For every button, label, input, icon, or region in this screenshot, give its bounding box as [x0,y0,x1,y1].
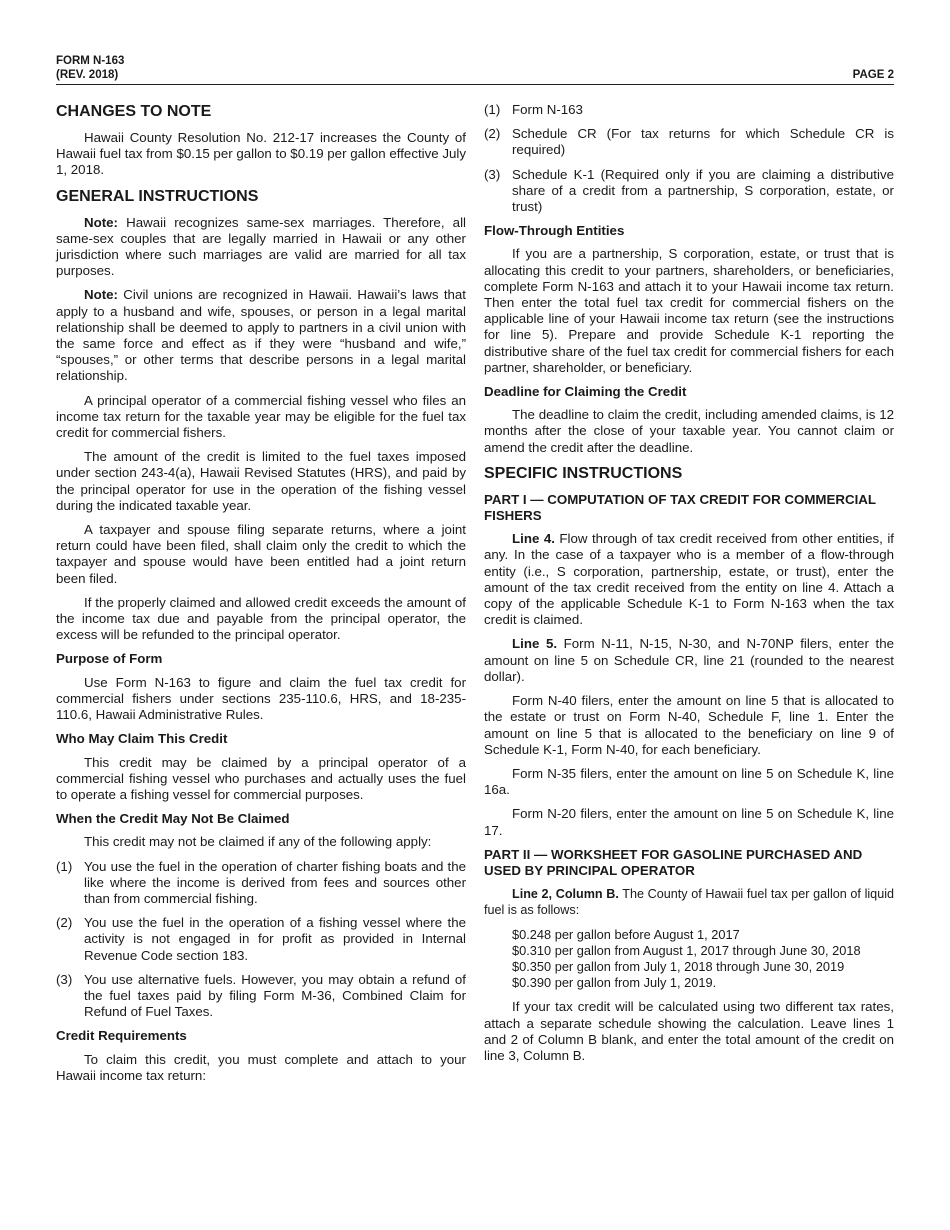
general-instructions-heading: GENERAL INSTRUCTIONS [56,187,259,205]
note-same-sex-paragraph [56,215,466,280]
form-revision: (REV. 2018) [56,69,119,81]
note-text: Civil unions are recognized in Hawaii. Hawaii’s laws that apply to a husband and wife, spouses, or person in a legal marital relationship shall be deemed to apply to partners in a civil union with the same force and effect as if they were “husband and wife,” “spouses,” or other terms that describe persons in a legal marital relationship. [56,287,466,384]
who-may-claim-paragraph: This credit may be claimed by a principal operator of a commercial fishing vessel who purchases and actually uses the fuel to operate a fishing vessel for commercial purposes. [56,754,466,802]
list-item [56,915,466,964]
purpose-paragraph: Use Form N-163 to figure and claim the fuel tax credit for commercial fishers under sections 235-110.6, HRS, and 18-235-110.6, Hawaii Administrative Rules. [56,674,466,723]
note-label: Note: [84,287,118,303]
n35-paragraph: Form N-35 filers, enter the amount on line 5 on Schedule K, line 16a. [484,765,894,798]
list-item-number: (1) [56,858,73,874]
line-2-paragraph [484,886,894,918]
deadline-paragraph: The deadline to claim the credit, including amended claims, is 12 months after the close of your taxable year. You cannot claim or amend the credit after the deadline. [484,407,894,455]
note-civil-union-paragraph [56,287,466,384]
list-item-number: (1) [484,102,501,117]
flow-through-paragraph: If you are a partnership, S corporation, estate, or trust that is allocating this credit to your partners, shareholders, or beneficiaries, complete Form N-163 and attach it to your Hawaii income tax return. Then enter the total fuel tax credit for commercial fishers on the applicable line of your Hawaii income tax return (see the instructions for line 5). Prepare and provide Schedule K-1 reporting the distributive share of the fuel tax credit for commercial fishers for each partner, shareholder, or beneficiary. [484,246,894,375]
line-5-text: Form N-11, N-15, N-30, and N-70NP filers, enter the amount on line 5 on Schedule CR, line 21 (rounded to the nearest dollar). [484,636,894,684]
changes-heading: CHANGES TO NOTE [56,103,212,120]
list-item [56,972,466,1021]
when-not-claimed-paragraph: This credit may not be claimed if any of the following apply: [84,834,432,850]
line-5-label: Line 5. [512,636,558,652]
right-column [484,102,894,1072]
line-4-paragraph [484,531,894,628]
list-item-number: (3) [484,166,501,182]
credit-requirements-paragraph: To claim this credit, you must complete and attach to your Hawaii income tax return: [56,1051,466,1083]
list-item-text: Schedule CR (For tax returns for which Schedule CR is required) [512,126,894,158]
page-number: PAGE 2 [852,69,894,81]
header-rule [56,84,894,85]
fuel-tax-rates [512,927,894,992]
list-item-text: You use alternative fuels. However, you may obtain a refund of the fuel taxes paid by filing Form M-36, Combined Claim for Refund of Fuel Taxes. [84,971,466,1020]
form-number: FORM N-163 [56,55,125,67]
flow-through-heading: Flow-Through Entities [484,223,625,239]
rate-line: $0.310 per gallon from August 1, 2017 through June 30, 2018 [512,942,861,958]
list-item [484,126,894,158]
refund-paragraph: If the properly claimed and allowed credit exceeds the amount of the income tax due and payable from the principal operator, the excess will be refunded to the principal operator. [56,594,466,643]
n20-paragraph: Form N-20 filers, enter the amount on line 5 on Schedule K, line 17. [484,806,894,838]
list-item-text: You use the fuel in the operation of a fishing vessel where the activity is not engaged in for profit as provided in Internal Revenue Code section 183. [84,915,466,963]
list-item-number: (2) [484,126,501,142]
left-column [56,102,466,1092]
list-item-number: (3) [56,971,73,987]
credit-requirements-heading: Credit Requirements [56,1028,187,1044]
list-item-text: You use the fuel in the operation of charter fishing boats and the like where the income is derived from fees and sources other than from commercial fishing. [84,858,466,906]
part-2-heading: PART II — WORKSHEET FOR GASOLINE PURCHASED AND USED BY PRINCIPAL OPERATOR [484,846,863,878]
note-label: Note: [84,214,118,230]
list-item-text: Schedule K-1 (Required only if you are claiming a distributive share of a credit from a partnership, S corporation, estate, or trust) [512,166,894,215]
list-item-number: (2) [56,915,73,931]
deadline-heading: Deadline for Claiming the Credit [484,384,687,400]
list-item [56,859,466,908]
part-1-heading: PART I — COMPUTATION OF TAX CREDIT FOR COMMERCIAL FISHERS [484,491,876,524]
specific-instructions-heading: SPECIFIC INSTRUCTIONS [484,464,683,482]
list-item-text: Form N-163 [512,102,583,117]
purpose-heading: Purpose of Form [56,651,163,667]
amount-paragraph: The amount of the credit is limited to the fuel taxes imposed under section 243-4(a), Hawaii Revised Statutes (HRS), and paid by the principal operator for use in the operation of the fishing vessel during the indicated taxable year. [56,449,466,513]
rate-line: $0.350 per gallon from July 1, 2018 through June 30, 2019 [512,958,845,974]
line-4-label: Line 4. [512,531,555,547]
page-header [56,54,894,82]
line-4-text: Flow through of tax credit received from other entities, if any. In the case of a taxpayer who is a member of a flow-through entity (i.e., S corporation, partnership, estate, or trust), enter the amount of the tax credit received from the entity on line 4. Attach a copy of the applicable Schedule K-1 to Form N-163 when the tax credit is claimed. [484,531,894,628]
rate-line: $0.390 per gallon from July 1, 2019. [512,975,717,991]
rate-line: $0.248 per gallon before August 1, 2017 [512,926,740,942]
n40-paragraph: Form N-40 filers, enter the amount on line 5 that is allocated to the estate or trust on Form N-40, Schedule F, line 1. Enter the amount on line 5 that is allocated to the beneficiary on line 9 of Schedule K-1, Form N-40, for each beneficiary. [484,693,894,757]
line-2-text: The County of Hawaii fuel tax per gallon of liquid fuel is as follows: [484,887,894,918]
changes-paragraph: Hawaii County Resolution No. 212-17 increases the County of Hawaii fuel tax from $0.15 per gallon to $0.19 per gallon effective July 1, 2018. [56,130,466,178]
note-text: Hawaii recognizes same-sex marriages. Therefore, all same-sex couples that are legally married in Hawaii or any other jurisdiction where such marriages are valid are married for all tax purposes. [56,214,466,279]
line-2-label: Line 2, Column B. [512,887,619,902]
line-5-paragraph [484,636,894,685]
list-item [484,102,894,118]
list-item [484,167,894,216]
final-paragraph: If your tax credit will be calculated using two different tax rates, attach a separate schedule showing the calculation. Leave lines 1 and 2 of Column B blank, and enter the total amount of the credit on line 3, Column B. [484,999,894,1063]
when-not-claimed-heading: When the Credit May Not Be Claimed [56,811,290,827]
spouse-paragraph: A taxpayer and spouse filing separate returns, where a joint return could have been filed, shall claim only the credit to which the taxpayer and spouse would have been entitled had a joint return been filed. [56,522,466,586]
who-may-claim-heading: Who May Claim This Credit [56,731,228,747]
operator-paragraph: A principal operator of a commercial fishing vessel who files an income tax return for the taxable year may be eligible for the fuel tax credit for commercial fishers. [56,392,466,441]
